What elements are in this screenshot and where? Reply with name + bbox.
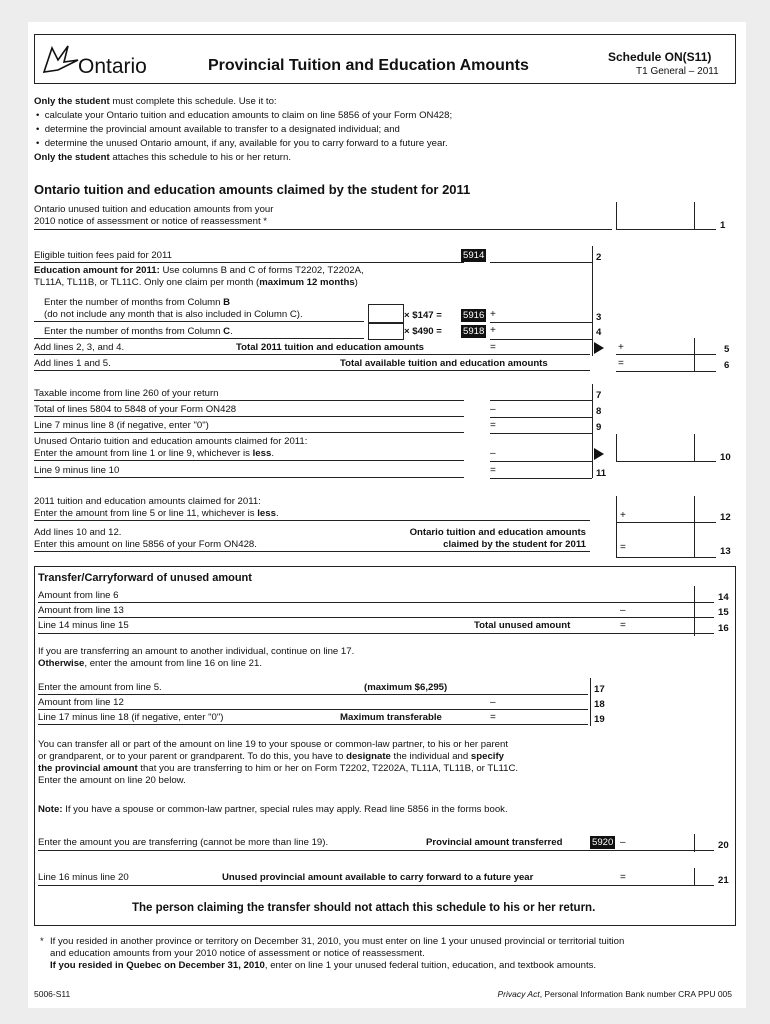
page-title: Provincial Tuition and Education Amounts	[208, 57, 529, 74]
line16-input[interactable]	[630, 618, 696, 634]
line5-total-label: Total 2011 tuition and education amounts	[236, 342, 424, 353]
final-statement: The person claiming the transfer should not attach this schedule to his or her return.	[132, 902, 596, 914]
line10-label-b: Enter the amount from line 1 or line 9, whichever is less.	[34, 448, 274, 459]
line19-label: Line 17 minus line 18 (if negative, enter "0")	[38, 712, 224, 723]
line18-label: Amount from line 12	[38, 697, 124, 708]
line9-label: Line 7 minus line 8 (if negative, enter "0")	[34, 420, 209, 431]
op-equals: =	[490, 342, 496, 353]
line5-label: Add lines 2, 3, and 4.	[34, 342, 125, 353]
transfer-paragraph-a: You can transfer all or part of the amount on line 19 to your spouse or common-law partner, to his or her parent	[38, 739, 508, 750]
privacy-note: Privacy Act, Personal Information Bank number CRA PPU 005	[497, 989, 732, 999]
line13-input[interactable]	[630, 538, 696, 556]
footnote-star: *	[40, 936, 44, 947]
line11-label: Line 9 minus line 10	[34, 465, 120, 476]
line14-label: Amount from line 6	[38, 590, 119, 601]
line1-label-b: 2010 notice of assessment or notice of reassessment *	[34, 216, 268, 227]
line19-input[interactable]	[500, 710, 592, 726]
education-amount-line2: TL11A, TL11B, or TL11C. Only one claim per month (maximum 12 months)	[34, 277, 358, 288]
line2-label: Eligible tuition fees paid for 2011	[34, 250, 172, 261]
line-number-3: 3	[596, 312, 602, 323]
line-number-2: 2	[596, 252, 602, 263]
code-5916: 5916	[463, 310, 485, 321]
op-minus: –	[490, 404, 496, 415]
line-number-14: 14	[718, 592, 729, 603]
line13-label-a: Add lines 10 and 12.	[34, 527, 122, 538]
line-number-18: 18	[594, 699, 605, 710]
line14-input[interactable]	[628, 588, 696, 604]
line-number-5: 5	[724, 344, 730, 355]
line7-input[interactable]	[498, 386, 594, 402]
op-equals: =	[620, 542, 626, 553]
line12-input[interactable]	[630, 506, 696, 522]
line17-max-label: (maximum $6,295)	[364, 682, 448, 693]
transfer-paragraph-d: Enter the amount on line 20 below.	[38, 775, 186, 786]
line3-label-b: (do not include any month that is also included in Column C).	[44, 309, 303, 320]
line4-rate: × $490 =	[404, 326, 442, 337]
line20-total-label: Provincial amount transferred	[426, 837, 563, 848]
op-plus: +	[620, 510, 626, 521]
education-amount-line1: Education amount for 2011: Use columns B and C of forms T2202, T2202A,	[34, 265, 364, 276]
form-number: 5006-S11	[34, 989, 71, 999]
line6-total-label: Total available tuition and education amounts	[340, 358, 548, 369]
intro-bullet-1: • calculate your Ontario tuition and education amounts to claim on line 5856 of your Form ON428;	[36, 110, 453, 121]
intro-line	[34, 96, 277, 107]
line-number-20: 20	[718, 840, 729, 851]
op-equals: =	[490, 465, 496, 476]
transfer-paragraph-b: or grandparent, or to your parent or grandparent. To do this, you have to designate the individual and specify	[38, 751, 504, 762]
op-minus: –	[490, 448, 496, 459]
line7-label: Taxable income from line 260 of your return	[34, 388, 219, 399]
section2-heading: Transfer/Carryforward of unused amount	[38, 572, 252, 584]
line20-input[interactable]	[630, 835, 696, 851]
line5-input[interactable]	[628, 340, 696, 356]
footnote-line-c: If you resided in Quebec on December 31, 2010, enter on line 1 your unused federal tuition, education, and textbook amounts.	[50, 960, 597, 971]
op-minus: –	[620, 605, 626, 616]
line-number-7: 7	[596, 390, 602, 401]
line13-total-label-b: claimed by the student for 2011	[443, 539, 586, 550]
line-number-10: 10	[720, 452, 731, 463]
op-equals: =	[620, 872, 626, 883]
form-page	[28, 22, 746, 1008]
line21-total-label: Unused provincial amount available to carry forward to a future year	[222, 872, 534, 883]
intro-bold: Only the student	[34, 96, 110, 107]
op-plus: +	[490, 309, 496, 320]
line-number-4: 4	[596, 327, 602, 338]
line-number-19: 19	[594, 714, 605, 725]
line6-input[interactable]	[628, 356, 696, 372]
line8-label: Total of lines 5804 to 5848 of your Form ON428	[34, 404, 237, 415]
footnote-line-b: and education amounts from your 2010 notice of assessment or notice of reassessment.	[50, 948, 425, 959]
transfer-instruction-b: Otherwise, enter the amount from line 16 on line 21.	[38, 658, 262, 669]
line10-label-a: Unused Ontario tuition and education amounts claimed for 2011:	[34, 436, 308, 447]
op-equals: =	[490, 712, 496, 723]
line21-input[interactable]	[630, 870, 696, 886]
line4-months-input[interactable]	[369, 324, 405, 339]
op-plus: +	[618, 342, 624, 353]
line-number-15: 15	[718, 607, 729, 618]
line3-months-input[interactable]	[369, 305, 405, 322]
code-5920: 5920	[592, 837, 614, 848]
transfer-paragraph-c: the provincial amount that you are transferring to him or her on Form T2202, T2202A, TL11A, TL11B, or TL11C.	[38, 763, 519, 774]
line-number-1: 1	[720, 220, 726, 231]
code-5914: 5914	[463, 250, 485, 261]
line17-label: Enter the amount from line 5.	[38, 682, 162, 693]
line15-input[interactable]	[630, 603, 696, 619]
line12-label-a: 2011 tuition and education amounts claimed for 2011:	[34, 496, 261, 507]
code-5918: 5918	[463, 326, 485, 337]
line8-input[interactable]	[500, 402, 594, 418]
transfer-instruction-a: If you are transferring an amount to another individual, continue on line 17.	[38, 646, 355, 657]
intro-attach-line: Only the student attaches this schedule to his or her return.	[34, 152, 291, 163]
op-minus: –	[490, 697, 496, 708]
line1-input[interactable]	[618, 208, 696, 226]
line-number-6: 6	[724, 360, 730, 371]
op-equals: =	[618, 358, 624, 369]
line16-total-label: Total unused amount	[474, 620, 571, 631]
op-equals: =	[620, 620, 626, 631]
schedule-subtitle: T1 General – 2011	[636, 66, 719, 77]
line2-input[interactable]	[490, 248, 594, 264]
line18-input[interactable]	[500, 695, 592, 711]
line15-label: Amount from line 13	[38, 605, 124, 616]
logo-text: Ontario	[78, 55, 147, 78]
line6-label: Add lines 1 and 5.	[34, 358, 111, 369]
line3-input[interactable]	[498, 308, 594, 324]
line-number-9: 9	[596, 422, 602, 433]
line21-label: Line 16 minus line 20	[38, 872, 129, 883]
line3-rate: × $147 =	[404, 310, 442, 321]
intro-rest: must complete this schedule. Use it to:	[109, 96, 277, 107]
line-number-17: 17	[594, 684, 605, 695]
line16-label: Line 14 minus line 15	[38, 620, 129, 631]
line20-label: Enter the amount you are transferring (cannot be more than line 19).	[38, 837, 329, 848]
schedule-label: Schedule ON(S11)	[608, 50, 712, 64]
line-number-11: 11	[596, 468, 607, 479]
line4-input[interactable]	[498, 324, 594, 340]
line13-total-label-a: Ontario tuition and education amounts	[409, 527, 586, 538]
op-equals: =	[490, 420, 496, 431]
line1-label-a: Ontario unused tuition and education amounts from your	[34, 204, 274, 215]
intro-bullet-2: • determine the provincial amount available to transfer to a designated individual; and	[36, 124, 400, 135]
line11-input[interactable]	[500, 463, 594, 479]
section1-heading: Ontario tuition and education amounts claimed by the student for 2011	[34, 182, 471, 197]
line-number-13: 13	[720, 546, 731, 557]
line9-input[interactable]	[500, 418, 594, 434]
op-plus: +	[490, 325, 496, 336]
line4-label: Enter the number of months from Column C.	[44, 326, 233, 337]
arrow-right-icon	[594, 448, 604, 460]
line-number-12: 12	[720, 512, 731, 523]
line-number-16: 16	[718, 623, 729, 634]
arrow-right-icon	[594, 342, 604, 354]
line3-label-a: Enter the number of months from Column B	[44, 297, 231, 308]
line17-input[interactable]	[498, 680, 592, 696]
line-number-8: 8	[596, 406, 602, 417]
footnote-line-a: If you resided in another province or territory on December 31, 2010, you must enter on line 1 your unused provincial or territorial tuition	[50, 936, 625, 947]
op-minus: –	[620, 837, 626, 848]
intro-bullet-3: • determine the unused Ontario amount, if any, available for you to carry forward to a future year.	[36, 138, 448, 149]
line-number-21: 21	[718, 875, 729, 886]
line19-total-label: Maximum transferable	[340, 712, 442, 723]
note-line: Note: If you have a spouse or common-law partner, special rules may apply. Read line 5856 in the forms book.	[38, 804, 508, 815]
line12-label-b: Enter the amount from line 5 or line 11, whichever is less.	[34, 508, 279, 519]
line10-input[interactable]	[618, 444, 696, 462]
line13-label-b: Enter this amount on line 5856 of your Form ON428.	[34, 539, 257, 550]
